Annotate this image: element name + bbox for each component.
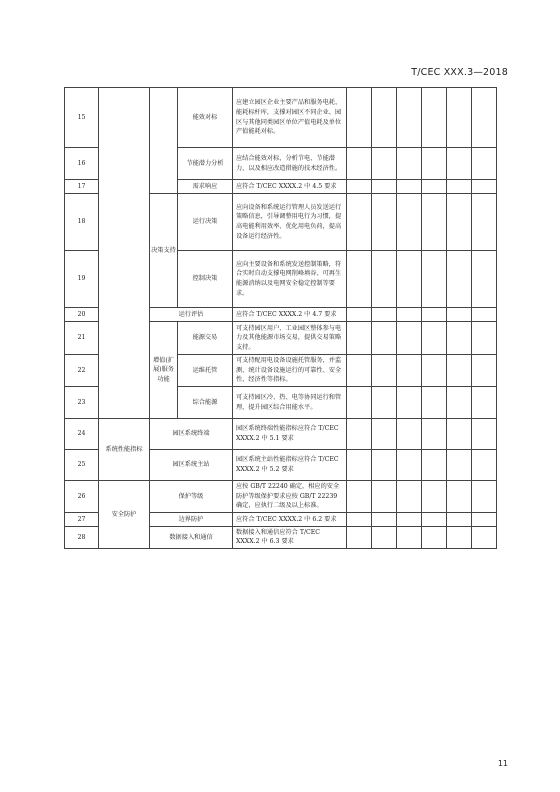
item-name: 保护等级 xyxy=(150,481,233,513)
table-row xyxy=(65,481,497,513)
row-number: 20 xyxy=(65,308,99,322)
item-requirement: 应建立园区企业主要产品和服务电耗、能耗标杆库，支撑对园区不同企业、园区与其他同类园区单位产值电耗及单位产值能耗对标。 xyxy=(233,88,347,148)
requirements-table xyxy=(64,87,497,549)
row-number: 23 xyxy=(65,387,99,419)
table-row xyxy=(65,419,497,450)
item-name: 需求响应 xyxy=(178,180,233,194)
row-number: 22 xyxy=(65,355,99,387)
item-requirement: 可支持园区冷、热、电等协同运行和管理，提升园区综合用能水平。 xyxy=(233,387,347,419)
row-number: 15 xyxy=(65,88,99,148)
row-number: 16 xyxy=(65,148,99,180)
row-number: 26 xyxy=(65,481,99,513)
row-number: 27 xyxy=(65,512,99,526)
row-number: 25 xyxy=(65,450,99,481)
row-number: 17 xyxy=(65,180,99,194)
item-requirement: 应结合能效对标，分析节电、节能潜力，以及相应改造措施的技术经济性。 xyxy=(233,148,347,180)
page-number: 11 xyxy=(497,759,508,768)
item-name: 节能潜力分析 xyxy=(178,148,233,180)
item-requirement: 数据接入和通信应符合 T/CEC XXXX.2 中 6.3 要求 xyxy=(233,526,347,548)
category-cell xyxy=(99,88,150,419)
item-name: 园区系统主站 xyxy=(150,450,233,481)
row-number: 19 xyxy=(65,251,99,308)
item-name: 综合能源 xyxy=(178,387,233,419)
row-number: 24 xyxy=(65,419,99,450)
item-name: 运维托管 xyxy=(178,355,233,387)
group-label: 安全防护 xyxy=(99,481,150,549)
table-row xyxy=(65,88,497,148)
item-name: 园区系统终端 xyxy=(150,419,233,450)
item-requirement: 应符合 T/CEC XXXX.2 中 6.2 要求 xyxy=(233,512,347,526)
group-label: 系统性能指标 xyxy=(99,419,150,481)
item-name: 能效对标 xyxy=(178,88,233,148)
item-requirement: 应向设备和系统运行管理人员发送运行策略信息，引导调整用电行为习惯，提高电能利用效率、优化用电负荷，提高设备运行经济性。 xyxy=(233,194,347,251)
item-name: 运行决策 xyxy=(178,194,233,251)
item-requirement: 应按 GB/T 22240 确定，相应的安全防护等级保护要求应按 GB/T 22239 确定，应执行二级及以上标准。 xyxy=(233,481,347,513)
group-label: 决策支持 xyxy=(150,194,178,308)
item-name: 能源交易 xyxy=(178,322,233,355)
item-requirement: 可支持配用电设备设施托管服务，并监测、统计设备设施运行的可靠性、安全性、经济性等指标。 xyxy=(233,355,347,387)
item-requirement: 可支持园区用户、工业园区整体参与电力及其他能源市场交易，提供交易策略支持。 xyxy=(233,322,347,355)
group-label: 增值(扩展)服务功能 xyxy=(150,322,178,419)
item-name: 控制决策 xyxy=(178,251,233,308)
row-number: 21 xyxy=(65,322,99,355)
subcategory-cell xyxy=(150,88,178,194)
item-requirement: 应符合 T/CEC XXXX.2 中 4.7 要求 xyxy=(233,308,347,322)
document-code: T/CEC XXX.3—2018 xyxy=(411,67,508,78)
item-requirement: 园区系统终端性能指标应符合 T/CEC XXXX.2 中 5.1 要求 xyxy=(233,419,347,450)
item-name: 运行评估 xyxy=(150,308,233,322)
item-requirement: 园区系统主站性能指标应符合 T/CEC XXXX.2 中 5.2 要求 xyxy=(233,450,347,481)
row-number: 28 xyxy=(65,526,99,548)
row-number: 18 xyxy=(65,194,99,251)
item-requirement: 应向主要设备和系统发送控制策略，符合实时自动支撑电网削峰填谷、可再生能源消纳以及电网安全稳定控制等要求。 xyxy=(233,251,347,308)
item-requirement: 应符合 T/CEC XXXX.2 中 4.5 要求 xyxy=(233,180,347,194)
item-name: 边界防护 xyxy=(150,512,233,526)
item-name: 数据接入和通信 xyxy=(150,526,233,548)
